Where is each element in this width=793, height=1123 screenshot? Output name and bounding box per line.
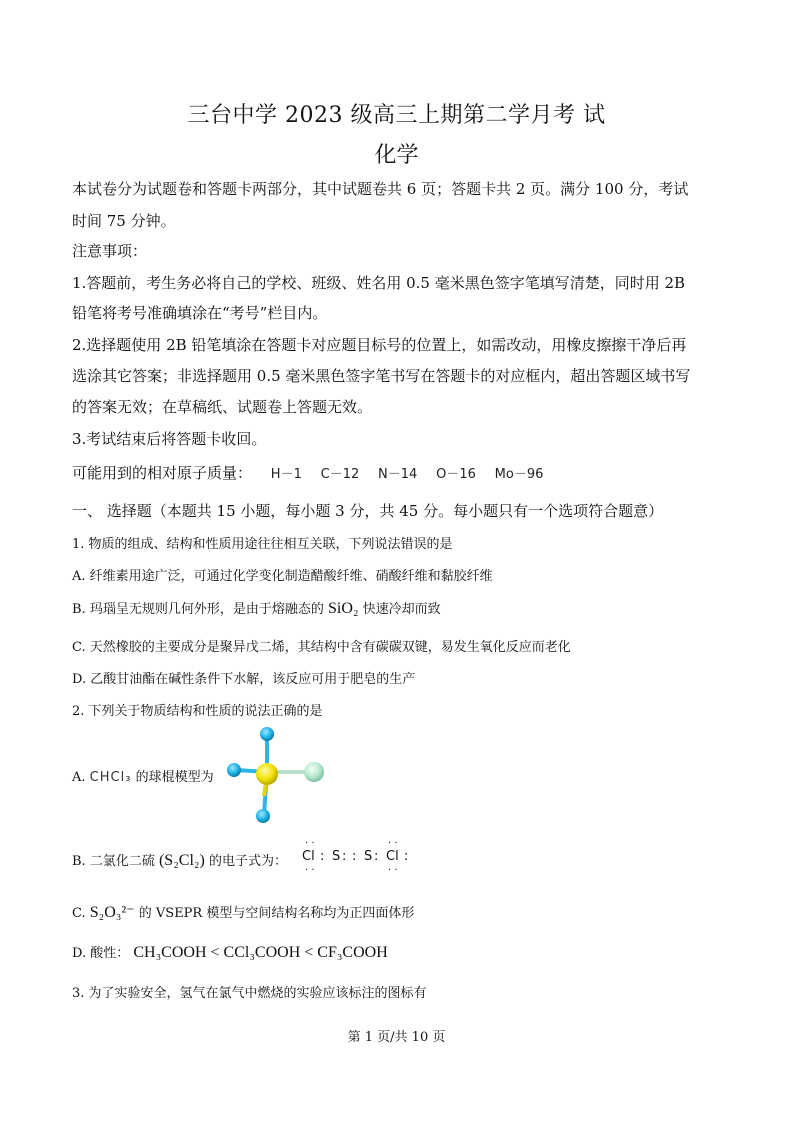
cl-atom-left — [227, 763, 241, 777]
page-footer: 第 1 页/共 10 页 — [347, 1030, 446, 1045]
question-2-stem: 2. 下列关于物质结构和性质的说法正确的是 — [72, 704, 323, 719]
atomic-mass-label: 可能用到的相对原子质量： — [72, 464, 253, 482]
q2-b-label: B. 二氯化二硫 — [72, 854, 155, 869]
note-3: 3.考试结束后将答题卡收回。 — [72, 430, 267, 448]
q2-a-formula: CHCl₃ — [89, 770, 132, 785]
lone-pair-side: : — [404, 849, 409, 864]
bond-pair: : — [320, 849, 325, 864]
q1-b-formula: SiO₂ — [327, 600, 359, 617]
q1-b-text: B. 玛瑙呈无规则几何外形，是由于熔融态的 — [72, 602, 324, 617]
chcl3-ball-stick-model — [222, 724, 332, 824]
atomic-mass-h: H－1 — [270, 467, 302, 482]
question-1-option-a: A. 纤维素用途广泛，可通过化学变化制造醋酸纤维、硝酸纤维和黏胶纤维 — [72, 569, 493, 584]
q2-a-text: 的球棍模型为 — [135, 770, 214, 785]
subject-title: 化学 — [374, 143, 419, 168]
cl-right-symbol: Cl — [386, 849, 399, 864]
note-1-line-2: 铅笔将考号准确填涂在“考号”栏目内。 — [72, 304, 328, 322]
atomic-mass-mo: Mo－96 — [494, 467, 544, 482]
intro-line-2: 时间 75 分钟。 — [72, 212, 176, 230]
question-1-option-b — [72, 598, 722, 618]
cl-left-symbol: Cl — [302, 849, 315, 864]
question-2-option-d — [72, 942, 722, 962]
bond-pair: : — [352, 849, 357, 864]
note-2-line-2: 选涂其它答案；非选择题用 0.5 毫米黑色签字笔书写在答题卡的对应框内，超出答题区域书写 — [72, 367, 691, 385]
lone-pair-dots: · · — [388, 838, 398, 849]
s-right-symbol: S — [364, 849, 373, 864]
q2-c-formula: S₂O₃²⁻ — [89, 904, 135, 921]
cl-atom-top — [260, 727, 274, 741]
note-2-line-3: 的答案无效；在草稿纸、试题卷上答题无效。 — [72, 398, 373, 416]
question-3-stem: 3. 为了实验安全，氢气在氯气中燃烧的实验应该标注的图标有 — [72, 986, 427, 1001]
atomic-mass-c: C－12 — [320, 467, 360, 482]
cl-atom-bottom — [256, 809, 270, 823]
atomic-mass-n: N－14 — [378, 467, 418, 482]
q2-b-text: 的电子式为： — [208, 854, 287, 869]
lone-pair-dots: · · — [388, 865, 398, 876]
question-1-option-d: D. 乙酸甘油酯在碱性条件下水解，该反应可用于肥皂的生产 — [72, 672, 416, 687]
q1-b-text-end: 快速冷却而致 — [362, 602, 441, 617]
atomic-mass-o: O－16 — [436, 467, 476, 482]
question-1-option-c: C. 天然橡胶的主要成分是聚异戊二烯，其结构中含有碳碳双键，易发生氧化反应而老化 — [72, 640, 571, 655]
question-1-stem: 1. 物质的组成、结构和性质用途往往相互关联，下列说法错误的是 — [72, 537, 453, 552]
note-2-line-1: 2.选择题使用 2B 铅笔填涂在答题卡对应题目标号的位置上，如需改动，用橡皮擦擦干净后再 — [72, 336, 687, 354]
bond-pair: : — [374, 849, 379, 864]
exam-title: 三台中学 2023 级高三上期第二学月考 试 — [187, 103, 606, 128]
note-1-line-1: 1.答题前，考生务必将自己的学校、班级、姓名用 0.5 毫米黑色签字笔填写清楚，同时用 2B — [72, 274, 686, 292]
intro-line-1: 本试卷分为试题卷和答题卡两部分，其中试题卷共 6 页；答题卡共 2 页。满分 100 分，考试 — [72, 180, 689, 198]
bond-pair: : — [342, 849, 347, 864]
section-1-heading: 一、 选择题（本题共 15 小题，每小题 3 分，共 45 分。每小题只有一个选项符合题意） — [72, 502, 664, 520]
s2cl2-electron-formula — [268, 840, 428, 874]
q2-d-formula: CH₃COOH < CCl₃COOH < CF₃COOH — [133, 944, 388, 961]
atomic-mass-line — [72, 462, 722, 483]
q2-a-label: A. — [72, 770, 86, 785]
s-left-symbol: S — [332, 849, 341, 864]
question-2-option-c — [72, 902, 722, 922]
h-atom — [304, 762, 324, 782]
c-atom — [256, 763, 278, 785]
q2-b-formula: (S₂Cl₂) — [158, 852, 205, 869]
question-2-option-a — [72, 766, 722, 785]
q2-c-label: C. — [72, 906, 86, 921]
lone-pair-dots: · · — [305, 838, 315, 849]
q2-d-label: D. 酸性： — [72, 946, 130, 961]
q2-c-text: 的 VSEPR 模型与空间结构名称均为正四面体形 — [138, 906, 415, 921]
notes-heading: 注意事项： — [72, 242, 148, 260]
lone-pair-dots: · · — [305, 865, 315, 876]
